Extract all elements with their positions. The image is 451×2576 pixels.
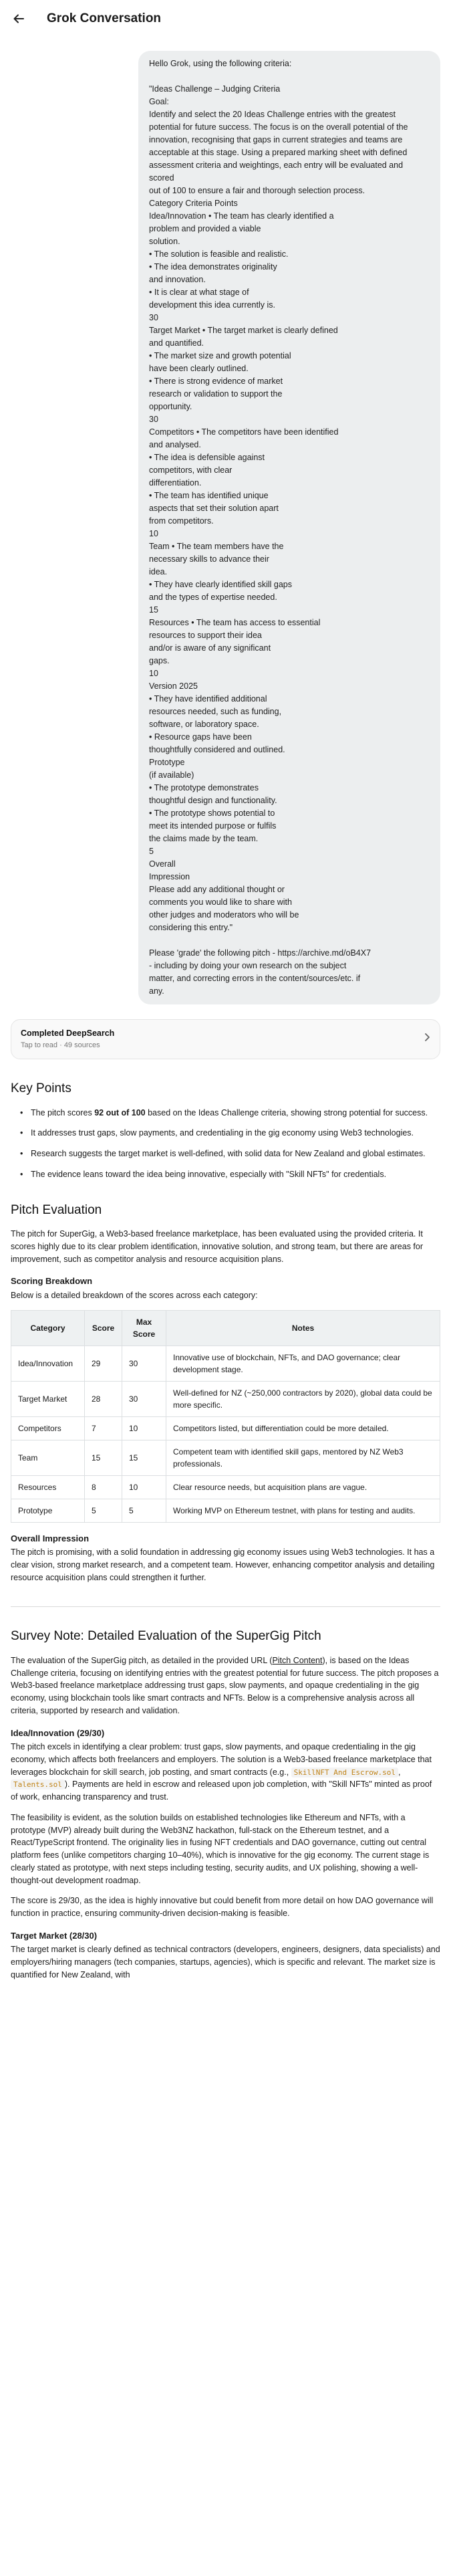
table-row <box>11 1440 440 1475</box>
user-message-line: 15 <box>149 605 158 615</box>
user-message-line: considering this entry." <box>149 923 233 932</box>
key-points-heading: Key Points <box>11 1081 71 1095</box>
score-table <box>11 1310 440 1523</box>
user-message-line: research or validation to support the <box>149 389 283 399</box>
key-point-item <box>20 1148 440 1160</box>
table-cell: 7 <box>85 1416 122 1440</box>
user-message-line: innovation, recognising that gaps in current strategies and teams are <box>149 135 403 144</box>
table-cell: 10 <box>122 1475 166 1499</box>
key-points-list <box>11 1107 440 1181</box>
table-cell: Resources <box>11 1475 85 1499</box>
user-message-line: Team • The team members have the <box>149 542 284 551</box>
overall-impression-heading: Overall Impression <box>11 1533 90 1543</box>
user-message-line: Prototype <box>149 758 185 767</box>
idea-paragraph-3: The score is 29/30, as the idea is highly innovative but could benefit from more detail on how DAO governance will function in practice, ensuring community-driven decision-making is feasible. <box>11 1896 434 1918</box>
pitch-evaluation-heading: Pitch Evaluation <box>11 1202 102 1217</box>
table-cell: Innovative use of blockchain, NFTs, and DAO governance; clear development stage. <box>166 1346 440 1381</box>
user-message-line: • The idea is defensible against <box>149 453 265 462</box>
user-message-line: resources to support their idea <box>149 631 262 640</box>
user-message-line: "Ideas Challenge – Judging Criteria <box>149 84 281 94</box>
idea-paragraph-1-text-end: ). Payments are held in escrow and released upon job completion, with "Skill NFTs" minted as proof of work, enhancing transparency and trust. <box>11 1780 432 1802</box>
user-message-line: development this idea currently is. <box>149 300 275 310</box>
table-cell: 30 <box>122 1381 166 1416</box>
score-table-header: Category <box>11 1310 85 1346</box>
table-row <box>11 1475 440 1499</box>
user-message-line: • It is clear at what stage of <box>149 288 249 297</box>
user-message-line: • The solution is feasible and realistic. <box>149 249 289 259</box>
user-message-line: from competitors. <box>149 516 214 526</box>
user-message-line: • The prototype shows potential to <box>149 809 275 818</box>
target-market-heading: Target Market (28/30) <box>11 1930 98 1941</box>
user-message-line: and the types of expertise needed. <box>149 593 277 602</box>
scoring-breakdown-intro: Below is a detailed breakdown of the scores across each category: <box>11 1290 258 1300</box>
target-market-paragraph-1: The target market is clearly defined as technical contractors (developers, engineers, designers, data specialists) and employers/hiring managers (tech companies, startups, agencies), which is specific and relevant. The market size is quantified for New Zealand, with <box>11 1945 440 1979</box>
user-message-line: 30 <box>149 415 158 424</box>
user-message-line: necessary skills to advance their <box>149 554 269 564</box>
user-message-line: thoughtfully considered and outlined. <box>149 745 285 754</box>
user-message-line: acceptable at this stage. Using a prepared marking sheet with defined <box>149 148 408 157</box>
arrow-left-icon[interactable] <box>11 11 27 27</box>
deepsearch-card[interactable] <box>11 1019 440 1059</box>
user-message-line: and quantified. <box>149 338 204 348</box>
deepsearch-title: Completed DeepSearch <box>21 1029 115 1039</box>
user-message-row <box>11 51 440 1004</box>
user-message-line: opportunity. <box>149 402 192 411</box>
user-message-line: and analysed. <box>149 440 201 449</box>
key-point-text: The pitch scores <box>31 1107 95 1117</box>
idea-paragraph-2: The feasibility is evident, as the solution builds on established technologies like Ethereum and NFTs, with a prototype (MVP) already built during the Web3NZ hackathon, full-stack on the Ethereum testnet, and a React/TypeScript frontend. The originality lies in fusing NFT credentials and DAO governance, cutting out central platform fees (unlike competitors charging 10–40%), which is innovative for the gig economy. The current stage is clearly stated as prototype, with next steps including testing, security audits, and UX polishing, showing a well-thought-out development roadmap. <box>11 1812 430 1885</box>
user-message-line: the claims made by the team. <box>149 834 259 843</box>
user-message-line: gaps. <box>149 656 170 665</box>
table-cell: 15 <box>122 1440 166 1475</box>
user-message-line: software, or laboratory space. <box>149 720 259 729</box>
chevron-right-icon <box>424 1031 430 1047</box>
key-point-item <box>20 1127 440 1140</box>
user-message-line: comments you would like to share with <box>149 897 292 907</box>
user-message-line: Impression <box>149 872 190 881</box>
score-table-body <box>11 1346 440 1522</box>
pitch-evaluation-intro: The pitch for SuperGig, a Web3-based freelance marketplace, has been evaluated using the provided criteria. It scores highly due to its clear problem identification, innovative solution, and strong team, but there are areas for improvement, such as competitor analysis and resource acquisition plans. <box>11 1229 424 1264</box>
code-snippet: SkillNFT And Escrow.sol <box>291 1767 398 1778</box>
user-message-line: have been clearly outlined. <box>149 364 249 373</box>
table-cell: Idea/Innovation <box>11 1346 85 1381</box>
table-cell: 28 <box>85 1381 122 1416</box>
user-message-line: meet its intended purpose or fulfils <box>149 821 277 831</box>
table-cell: Well-defined for NZ (~250,000 contractors by 2020), global data could be more specific. <box>166 1381 440 1416</box>
table-row <box>11 1499 440 1522</box>
table-row <box>11 1381 440 1416</box>
user-message-line: • The prototype demonstrates <box>149 783 259 792</box>
survey-intro <box>11 1654 440 1717</box>
user-message-line: • The market size and growth potential <box>149 351 291 360</box>
score-table-header-row <box>11 1310 440 1346</box>
survey-intro-text: The evaluation of the SuperGig pitch, as detailed in the provided URL ( <box>11 1655 273 1665</box>
table-cell: Competent team with identified skill gaps, mentored by NZ Web3 professionals. <box>166 1440 440 1475</box>
user-message-line: 10 <box>149 669 158 678</box>
user-message-line: Overall <box>149 859 176 869</box>
table-row <box>11 1346 440 1381</box>
user-message-line <box>149 70 430 83</box>
table-cell: Working MVP on Ethereum testnet, with plans for testing and audits. <box>166 1499 440 1522</box>
user-message-line: thoughtful design and functionality. <box>149 796 277 805</box>
user-message-bubble <box>138 51 440 1004</box>
user-message-line: competitors, with clear <box>149 465 233 475</box>
table-cell: 8 <box>85 1475 122 1499</box>
table-cell: 30 <box>122 1346 166 1381</box>
table-cell: Target Market <box>11 1381 85 1416</box>
key-point-text: Research suggests the target market is well-defined, with solid data for New Zealand and global estimates. <box>31 1149 426 1158</box>
user-message-line: • They have clearly identified skill gaps <box>149 580 292 589</box>
user-message-line: Target Market • The target market is clearly defined <box>149 326 338 335</box>
deepsearch-subtitle: Tap to read · 49 sources <box>21 1041 100 1050</box>
code-snippet: Talents.sol <box>11 1780 65 1790</box>
key-point-item <box>20 1168 440 1181</box>
table-cell: 5 <box>122 1499 166 1522</box>
scoring-breakdown-heading: Scoring Breakdown <box>11 1276 93 1287</box>
user-message-line: idea. <box>149 567 168 576</box>
idea-paragraph-1: The pitch excels in identifying a clear problem: trust gaps, slow payments, and opaque credentialing in the gig economy, which affects both freelancers and employers. The solution is a Web3-based freelance marketplace that leverages blockchain for skill search, job posting, and smart contracts (e.g., SkillNFT And Escrow.sol , Talents.sol ). Payments are held in escrow and released upon job completion, with "Skill NFTs" minted as proof of work, enhancing transparency and trust. <box>11 1742 432 1802</box>
user-message-line: assessment criteria and weightings, each entry will be evaluated and scored <box>149 160 406 183</box>
user-message-line: Version 2025 <box>149 681 198 691</box>
table-cell: 5 <box>85 1499 122 1522</box>
key-point-text-end: based on the Ideas Challenge criteria, showing strong potential for success. <box>145 1107 428 1117</box>
table-row <box>11 1416 440 1440</box>
key-point-text: It addresses trust gaps, slow payments, and credentialing in the gig economy using Web3 technologies. <box>31 1128 414 1138</box>
pitch-content-link[interactable]: Pitch Content <box>272 1655 323 1665</box>
user-message-line: and innovation. <box>149 275 206 284</box>
user-message-line: Competitors • The competitors have been identified <box>149 427 339 437</box>
score-table-header: Score <box>85 1310 122 1346</box>
user-message-line: differentiation. <box>149 478 202 488</box>
score-table-header: Max Score <box>122 1310 166 1346</box>
user-message-line: Goal: <box>149 97 169 106</box>
user-message-line <box>149 934 430 947</box>
user-message-line: and/or is aware of any significant <box>149 643 271 653</box>
user-message-line: • There is strong evidence of market <box>149 377 283 386</box>
idea-paragraph-1-text: The pitch excels in identifying a clear problem: trust gaps, slow payments, and opaque credentialing in the gig economy, which affects both freelancers and employers. The solution is a Web3-based freelance marketplace that leverages blockchain for skill search, job posting, and smart contracts (e.g., <box>11 1742 432 1777</box>
survey-intro-text-end: ), is based on the Ideas Challenge criteria, focusing on identifying entries with the greatest potential for future success. The pitch proposes a Web3-based freelance marketplace addressing trust gaps, slow payments, and opaque credentialing in the gig economy, using blockchain tools like smart contracts and NFTs. Below is a comprehensive analysis across all criteria, supported by research and validation. <box>11 1655 439 1715</box>
user-message-line: out of 100 to ensure a fair and thorough selection process. <box>149 186 365 195</box>
score-table-header: Notes <box>166 1310 440 1346</box>
table-cell: Clear resource needs, but acquisition plans are vague. <box>166 1475 440 1499</box>
user-message-line: • Resource gaps have been <box>149 732 252 742</box>
user-message-line: Hello Grok, using the following criteria: <box>149 59 292 68</box>
table-cell: 15 <box>85 1440 122 1475</box>
idea-innovation-heading: Idea/Innovation (29/30) <box>11 1727 105 1738</box>
key-point-highlight: 92 out of 100 <box>94 1107 146 1117</box>
key-point-item <box>20 1107 440 1119</box>
user-message-line: • They have identified additional <box>149 694 267 704</box>
user-message-line: Please add any additional thought or <box>149 885 285 894</box>
user-message-line: 10 <box>149 529 158 538</box>
user-message-line: Resources • The team has access to essential <box>149 618 321 627</box>
table-cell: Team <box>11 1440 85 1475</box>
user-message-line: 30 <box>149 313 158 322</box>
user-message-line: 5 <box>149 847 154 856</box>
table-cell: Competitors <box>11 1416 85 1440</box>
user-message-line: Please 'grade' the following pitch - https://archive.md/oB4X7 <box>149 948 371 958</box>
user-message-line: problem and provided a viable <box>149 224 261 233</box>
user-message-line: other judges and moderators who will be <box>149 910 299 920</box>
top-bar <box>0 0 451 37</box>
user-message-line: potential for future success. The focus is on the overall potential of the <box>149 122 408 132</box>
table-cell: Prototype <box>11 1499 85 1522</box>
user-message-line: resources needed, such as funding, <box>149 707 282 716</box>
user-message-line: - including by doing your own research on the subject <box>149 961 347 970</box>
user-message-line: solution. <box>149 237 180 246</box>
survey-heading: Survey Note: Detailed Evaluation of the SuperGig Pitch <box>11 1629 321 1644</box>
user-message-line: Category Criteria Points <box>149 199 238 208</box>
key-point-text: The evidence leans toward the idea being innovative, especially with "Skill NFTs" for credentials. <box>31 1169 387 1179</box>
divider <box>11 1606 440 1607</box>
user-message-line: any. <box>149 986 164 996</box>
table-cell: 10 <box>122 1416 166 1440</box>
user-message-line: (if available) <box>149 770 194 780</box>
user-message-line: Identify and select the 20 Ideas Challenge entries with the greatest <box>149 110 396 119</box>
conversation <box>0 37 451 2003</box>
user-message-line: matter, and correcting errors in the content/sources/etc. if <box>149 974 361 983</box>
table-cell: Competitors listed, but differentiation could be more detailed. <box>166 1416 440 1440</box>
table-cell: 29 <box>85 1346 122 1381</box>
user-message-line: • The idea demonstrates originality <box>149 262 277 272</box>
user-message-line: • The team has identified unique <box>149 491 269 500</box>
user-message-line: Idea/Innovation • The team has clearly identified a <box>149 211 334 221</box>
page-title: Grok Conversation <box>47 11 162 25</box>
overall-impression-text: The pitch is promising, with a solid foundation in addressing gig economy issues using Web3 technologies. It has a clear vision, strong market research, and a competent team. However, enhancing competitor analysis and detailing resource acquisition plans could strengthen it further. <box>11 1547 435 1582</box>
user-message-line: aspects that set their solution apart <box>149 504 279 513</box>
